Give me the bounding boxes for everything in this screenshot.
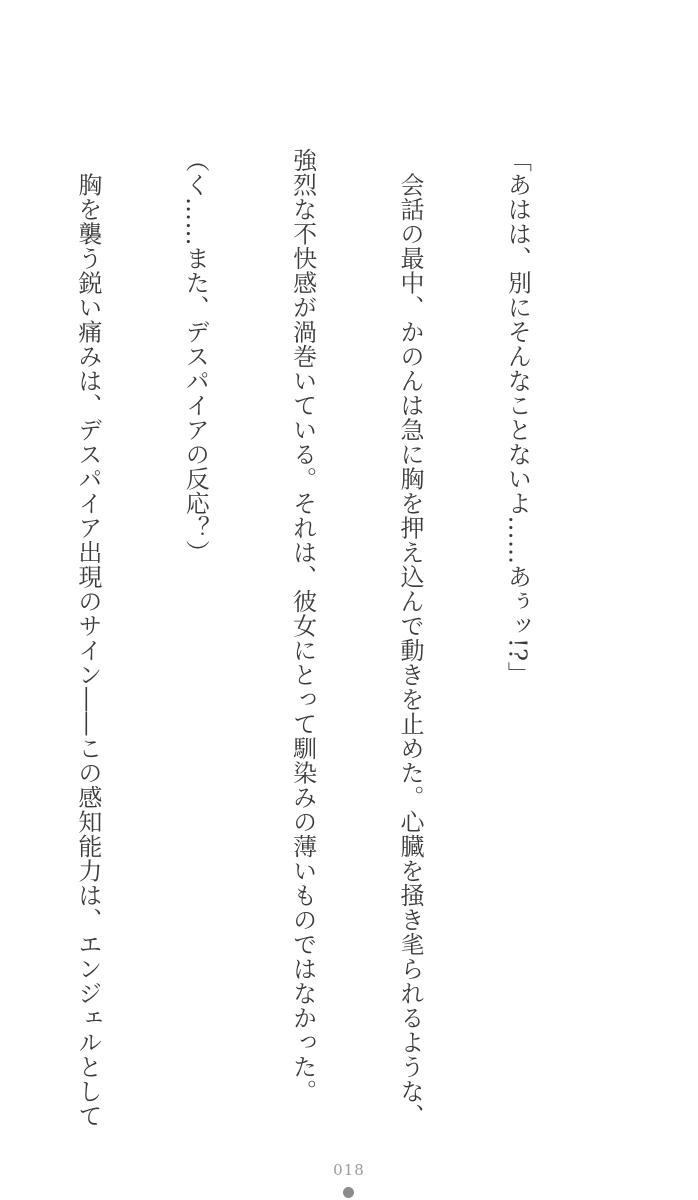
body-text bbox=[0, 148, 606, 1128]
body-paragraph: 会話の最中、かのんは急に胸を押え込んで動きを止めた。心臓を掻き毟られるような、 bbox=[396, 148, 425, 1128]
body-paragraph: 強烈な不快感が渦巻いている。それは、彼女にとって馴染みの薄いものではなかった。 bbox=[288, 148, 317, 1104]
page-indicator-dot bbox=[343, 1187, 354, 1198]
page-number: 018 bbox=[333, 1161, 365, 1179]
body-paragraph: 胸を襲う鋭い痛みは、デスパイア出現のサイン――この感知能力は、エンジェルとして bbox=[73, 148, 102, 1128]
body-paragraph: 「あはは、別にそんなことないよ……あぅッ!?」 bbox=[503, 148, 532, 687]
body-paragraph: （く……また、デスパイアの反応？） bbox=[181, 148, 210, 565]
